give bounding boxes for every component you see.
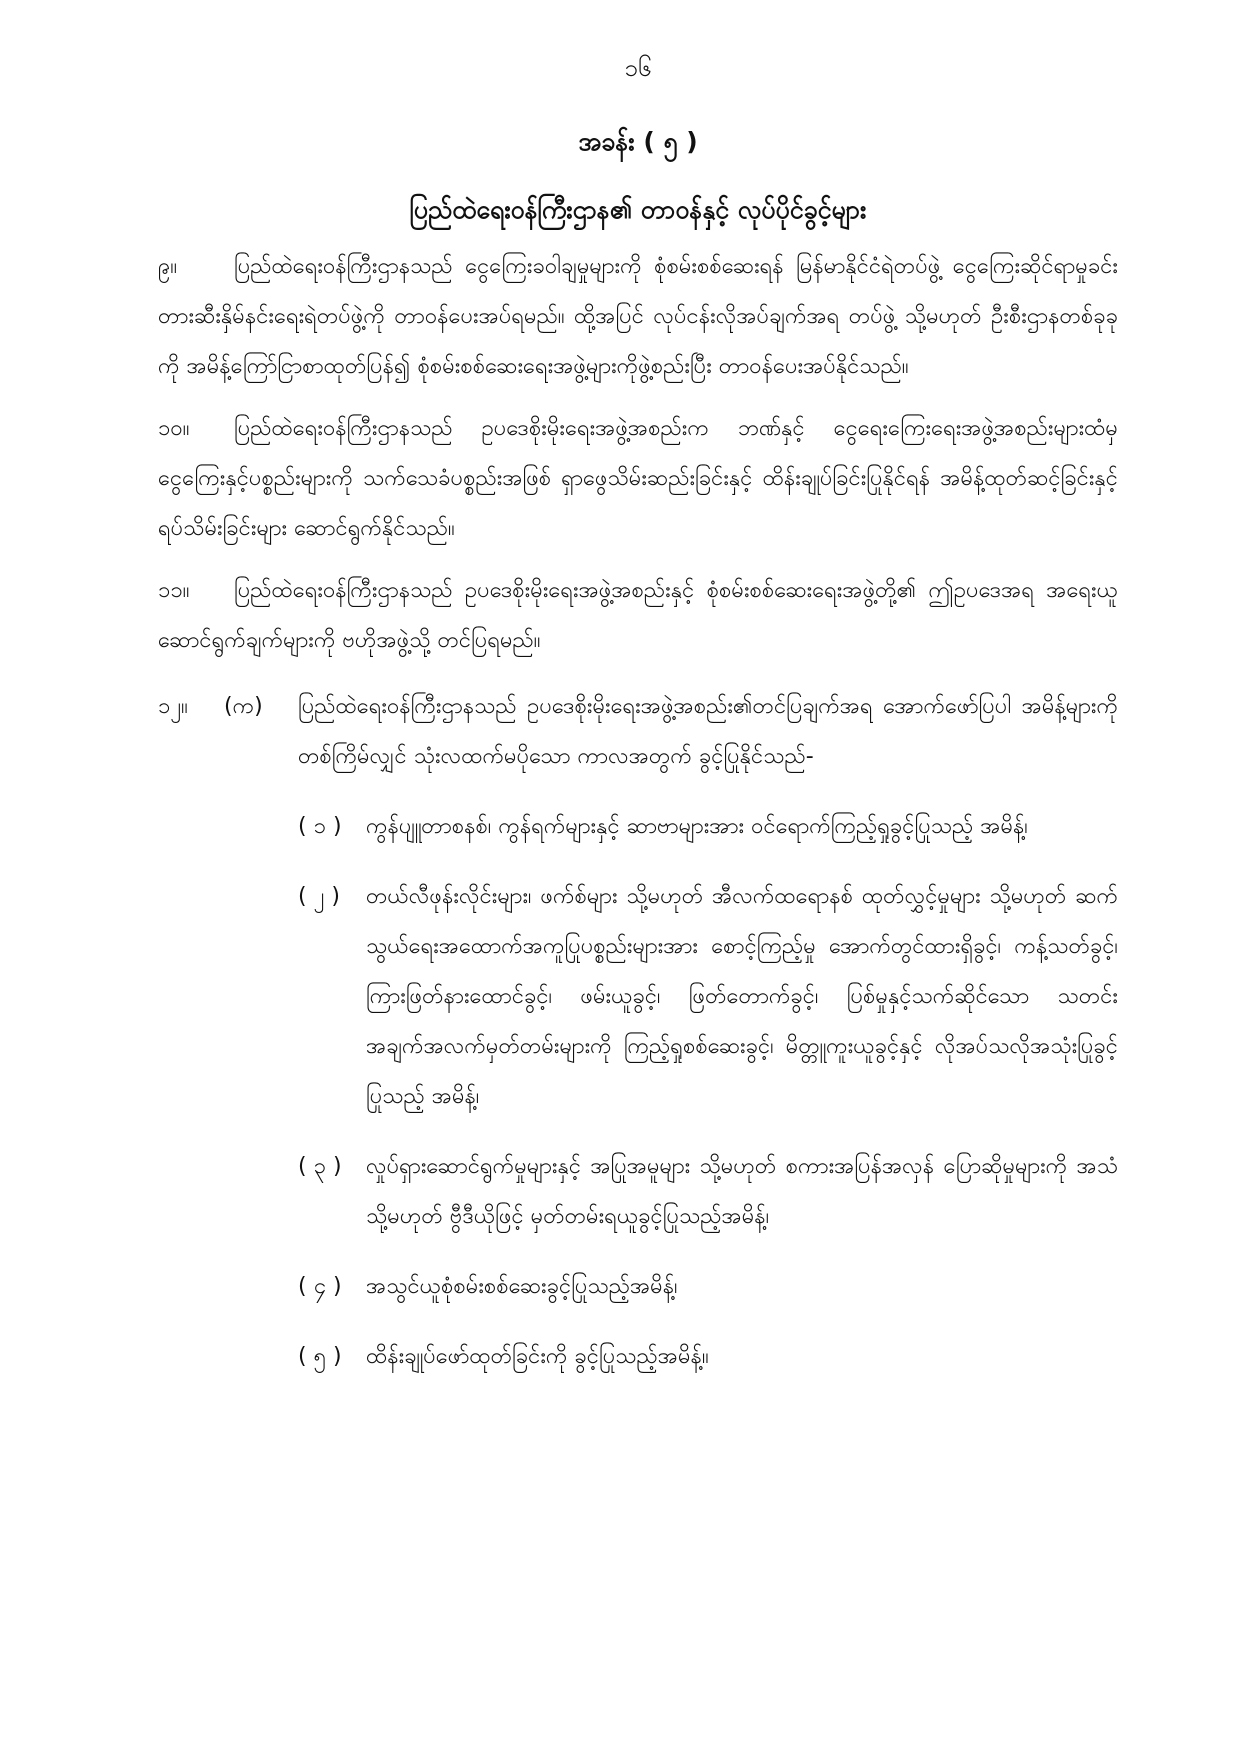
section-number: ၁၂။ [158,694,188,719]
sub-item-4 [298,1262,1118,1312]
sub-item-number: ( ၃ ) [298,1154,342,1179]
document-page [158,48,1118,1382]
section-11 [158,566,1118,666]
sub-item-text: တယ်လီဖုန်းလိုင်းများ၊ ဖက်စ်များ သို့မဟုတ် အီလက်ထရောနစ် ထုတ်လွှင့်မှုများ သို့မဟုတ် ဆက်သွယ်ရေးအထောက်အကူပြုပစ္စည်းများအား စောင့်ကြည့်မှု အောက်တွင်ထားရှိခွင့်၊ ကန့်သတ်ခွင့်၊ ကြားဖြတ်နားထောင်ခွင့်၊ ဖမ်းယူခွင့်၊ ဖြတ်တောက်ခွင့်၊ ပြစ်မှုနှင့်သက်ဆိုင်သော သတင်းအချက်အလက်မှတ်တမ်းများကို ကြည့်ရှုစစ်ဆေးခွင့်၊ မိတ္တူကူးယူခွင့်နှင့် လိုအပ်သလိုအသုံးပြုခွင့်ပြုသည့် အမိန့်၊ [366,884,1118,1109]
section-10 [158,404,1118,554]
clause-letter: (က) [224,694,263,719]
sub-item-2 [298,872,1118,1122]
sub-item-text: ကွန်ပျူတာစနစ်၊ ကွန်ရက်များနှင့် ဆာဗာများအား ဝင်ရောက်ကြည့်ရှုခွင့်ပြုသည့် အမိန့်၊ [366,814,1028,839]
page-number: ၁၆ [624,54,652,82]
sub-item-1 [298,802,1118,852]
section-number: ၉။ [158,254,178,279]
section-text: ပြည်ထဲရေးဝန်ကြီးဌာနသည် ဥပဒေစိုးမိုးရေးအဖွဲ့အစည်းနှင့် စုံစမ်းစစ်ဆေးရေးအဖွဲ့တို့၏ ဤဥပဒေအရ အရေးယူဆောင်ရွက်ချက်များကို ဗဟိုအဖွဲ့သို့ တင်ပြရမည်။ [158,578,1118,653]
section-number: ၁၁။ [158,578,190,603]
sub-item-number: ( ၂ ) [298,884,340,909]
section-text: ပြည်ထဲရေးဝန်ကြီးဌာနသည် ဥပဒေစိုးမိုးရေးအဖွဲ့အစည်းက ဘဏ်နှင့် ငွေရေးကြေးရေးအဖွဲ့အစည်းများထံမှ ငွေကြေးနှင့်ပစ္စည်းများကို သက်သေခံပစ္စည်းအဖြစ် ရှာဖွေသိမ်းဆည်းခြင်းနှင့် ထိန်းချုပ်ခြင်းပြုနိုင်ရန် အမိန့်ထုတ်ဆင့်ခြင်းနှင့် ရပ်သိမ်းခြင်းများ ဆောင်ရွက်နိုင်သည်။ [158,416,1118,541]
sub-item-number: ( ၄ ) [298,1274,342,1299]
sub-item-5 [298,1332,1118,1382]
section-text: ပြည်ထဲရေးဝန်ကြီးဌာနသည် ငွေကြေးခဝါချမှုများကို စုံစမ်းစစ်ဆေးရန် မြန်မာနိုင်ငံရဲတပ်ဖွဲ့ ငွေကြေးဆိုင်ရာမှုခင်းတားဆီးနှိမ်နင်းရေးရဲတပ်ဖွဲ့ကို တာဝန်ပေးအပ်ရမည်။ ထို့အပြင် လုပ်ငန်းလိုအပ်ချက်အရ တပ်ဖွဲ့ သို့မဟုတ် ဦးစီးဌာနတစ်ခုခုကို အမိန့်ကြော်ငြာစာထုတ်ပြန်၍ စုံစမ်းစစ်ဆေးရေးအဖွဲ့များကိုဖွဲ့စည်းပြီး တာဝန်ပေးအပ်နိုင်သည်။ [158,254,1118,379]
clause-text: ပြည်ထဲရေးဝန်ကြီးဌာနသည် ဥပဒေစိုးမိုးရေးအဖွဲ့အစည်း၏တင်ပြချက်အရ အောက်ဖော်ပြပါ အမိန့်များကို တစ်ကြိမ်လျှင် သုံးလထက်မပိုသော ကာလအတွက် ခွင့်ပြုနိုင်သည်- [298,694,1118,769]
sub-item-number: ( ၅ ) [298,1344,342,1369]
sub-item-3 [298,1142,1118,1242]
sub-item-number: ( ၁ ) [298,814,342,839]
sub-item-text: ထိန်းချုပ်ဖော်ထုတ်ခြင်းကို ခွင့်ပြုသည့်အမိန့်။ [366,1344,709,1369]
sub-item-text: လှုပ်ရှားဆောင်ရွက်မှုများနှင့် အပြုအမူများ သို့မဟုတ် စကားအပြန်အလှန် ပြောဆိုမှုများကို အသံ သို့မဟုတ် ဗွီဒီယိုဖြင့် မှတ်တမ်းရယူခွင့်ပြုသည့်အမိန့်၊ [366,1154,1118,1229]
section-9 [158,242,1118,392]
chapter-title: အခန်း ( ၅ ) [578,127,698,156]
section-12 [158,682,1118,782]
chapter-subtitle: ပြည်ထဲရေးဝန်ကြီးဌာန၏ တာဝန်နှင့် လုပ်ပိုင်ခွင့်များ [409,195,867,224]
section-number: ၁၀။ [158,416,190,441]
sub-item-text: အသွင်ယူစုံစမ်းစစ်ဆေးခွင့်ပြုသည့်အမိန့်၊ [366,1274,678,1299]
